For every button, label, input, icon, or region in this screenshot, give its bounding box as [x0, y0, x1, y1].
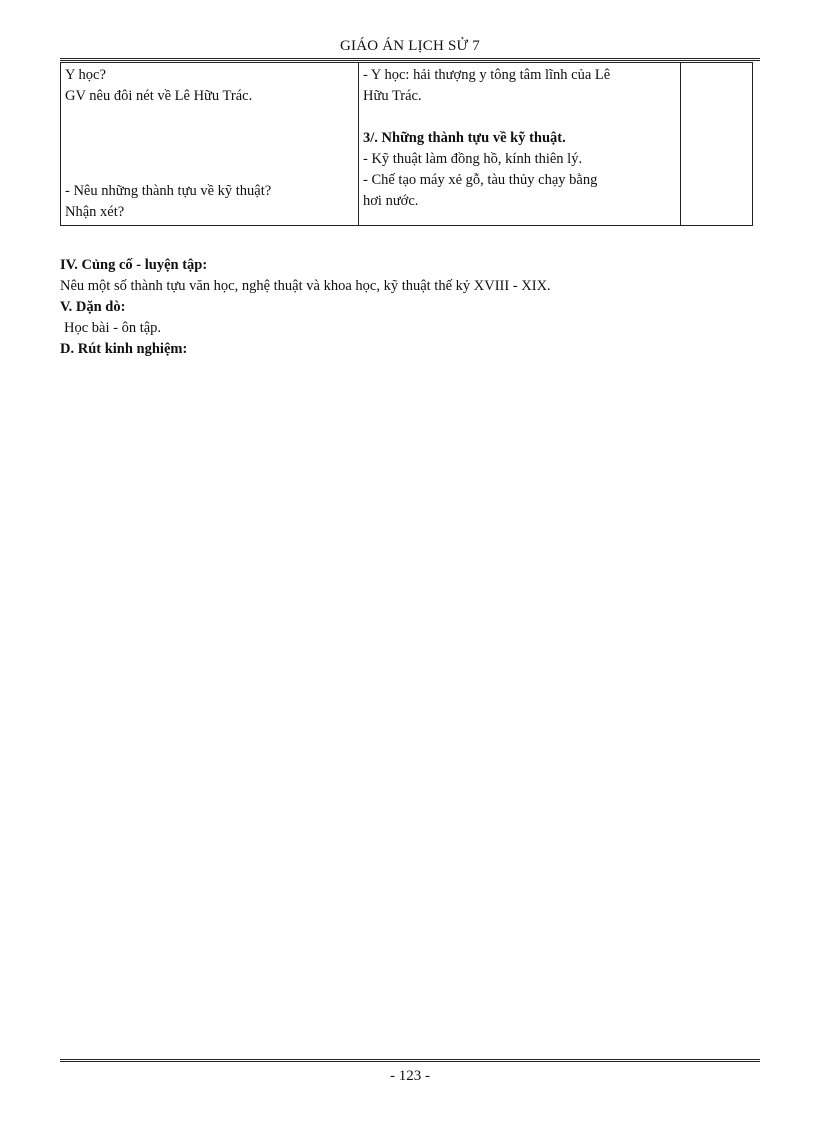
- cell-line: - Y học: hải thượng y tông tâm lĩnh của Lê: [363, 67, 611, 83]
- section-title-consolidation: IV. Củng cố - luyện tập:: [60, 257, 208, 273]
- spacer: [363, 107, 676, 128]
- section-title-experience: D. Rút kinh nghiệm:: [60, 341, 188, 357]
- lesson-sections: [60, 255, 760, 360]
- cell-line: - Chế tạo máy xẻ gỗ, tàu thủy chạy bằng: [363, 172, 598, 188]
- footer-divider: [60, 1059, 760, 1062]
- cell-bottom-group: [65, 181, 354, 223]
- cell-line: GV nêu đôi nét về Lê Hữu Trác.: [65, 88, 253, 104]
- lesson-table: [60, 62, 753, 226]
- page-number: - 123 -: [390, 1068, 430, 1084]
- section-heading: 3/. Những thành tựu về kỹ thuật.: [363, 130, 566, 146]
- header-divider: [60, 58, 760, 61]
- cell-line: hơi nước.: [363, 193, 419, 209]
- section-title-homework: V. Dặn dò:: [60, 299, 126, 315]
- table-row: [61, 63, 753, 226]
- cell-line: - Kỹ thuật làm đồng hồ, kính thiên lý.: [363, 151, 583, 167]
- cell-line: Nhận xét?: [65, 204, 125, 220]
- page-header-title: GIÁO ÁN LỊCH SỬ 7: [339, 38, 481, 54]
- section-text-consolidation: Nêu một số thành tựu văn học, nghệ thuật và khoa học, kỹ thuật thế kỷ XVIII - XIX.: [60, 278, 551, 294]
- cell-line: Hữu Trác.: [363, 88, 422, 104]
- cell-line: Y học?: [65, 67, 106, 83]
- content-cell: [359, 63, 681, 226]
- notes-cell: [681, 63, 753, 226]
- cell-line: - Nêu những thành tựu về kỹ thuật?: [65, 183, 272, 199]
- teacher-activity-cell: [61, 63, 359, 226]
- section-text-homework: Học bài - ôn tập.: [64, 320, 162, 336]
